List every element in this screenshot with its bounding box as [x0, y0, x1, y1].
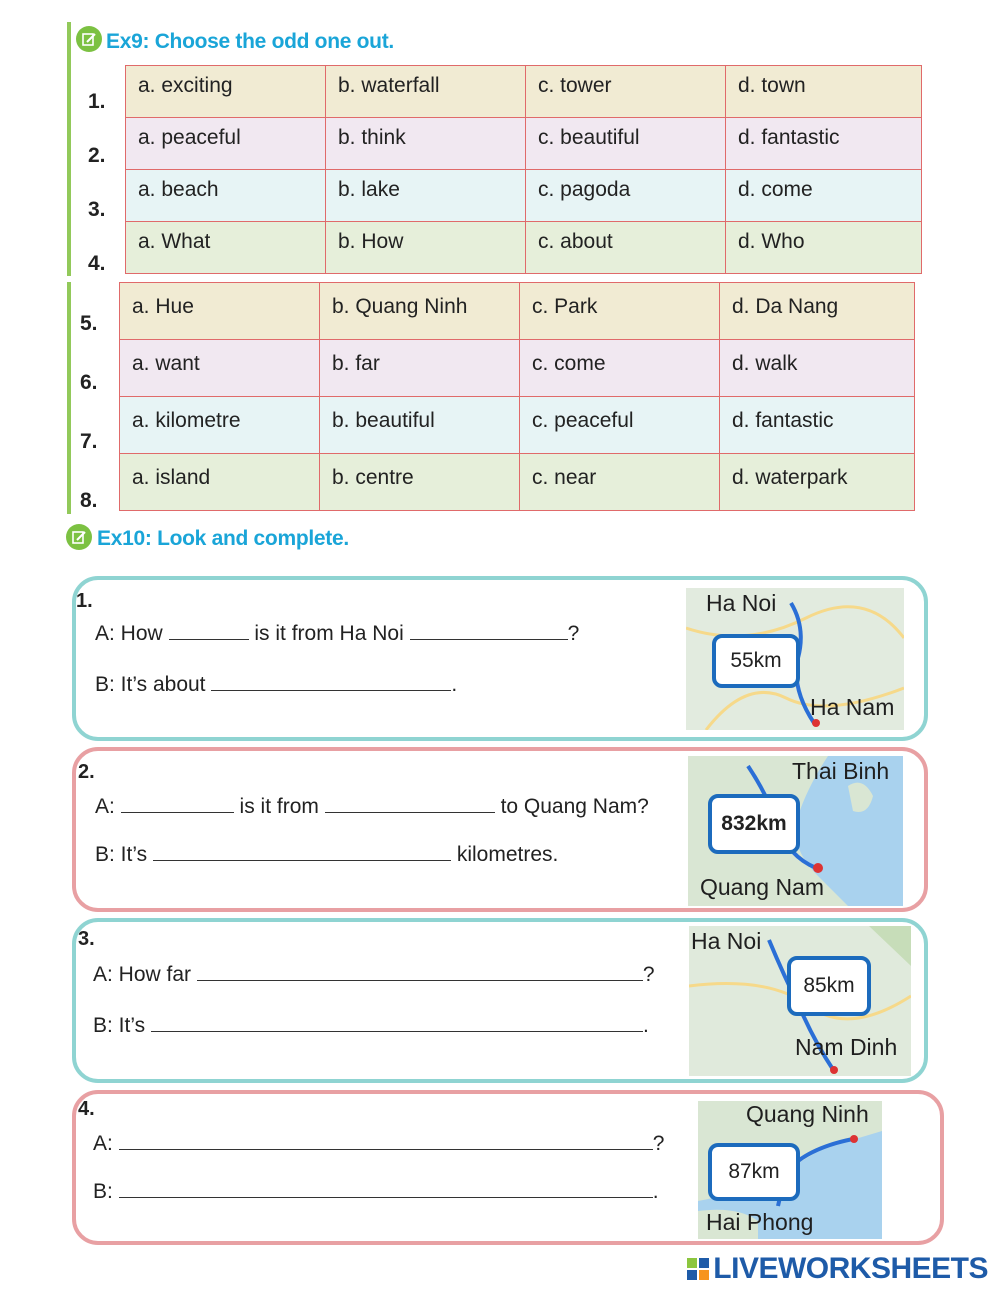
- answer-blank[interactable]: [211, 672, 451, 691]
- ex9-left-bar-2: [67, 282, 71, 514]
- option-c[interactable]: c. tower: [526, 66, 726, 118]
- option-c[interactable]: c. come: [520, 340, 720, 397]
- pencil-note-icon: [66, 524, 92, 550]
- option-d[interactable]: d. fantastic: [720, 397, 915, 454]
- option-b[interactable]: b. far: [320, 340, 520, 397]
- answer-blank[interactable]: [119, 1179, 653, 1198]
- liveworksheets-logo: LIVEWORKSHEETS: [687, 1252, 988, 1286]
- origin-label: Thai Binh: [792, 758, 890, 784]
- option-d[interactable]: d. town: [726, 66, 922, 118]
- table-row: [120, 283, 915, 340]
- question-number: 5.: [80, 312, 98, 335]
- origin-label: Quang Ninh: [746, 1101, 869, 1127]
- route-map: [688, 756, 903, 906]
- question-number: 3.: [88, 198, 106, 221]
- odd-one-out-table-1: [125, 65, 922, 274]
- option-a[interactable]: a. island: [120, 454, 320, 511]
- option-a[interactable]: a. exciting: [126, 66, 326, 118]
- option-d[interactable]: d. Da Nang: [720, 283, 915, 340]
- question-number: 8.: [80, 489, 98, 512]
- table-row: [120, 454, 915, 511]
- option-c[interactable]: c. beautiful: [526, 118, 726, 170]
- ex9-title: Ex9: Choose the odd one out.: [106, 30, 394, 53]
- answer-blank[interactable]: [197, 962, 643, 981]
- answer-blank[interactable]: [121, 794, 234, 813]
- option-a[interactable]: a. want: [120, 340, 320, 397]
- question-number: 6.: [80, 371, 98, 394]
- item-number: 1.: [76, 590, 93, 612]
- ex10-title: Ex10: Look and complete.: [97, 527, 349, 550]
- table-row: [120, 340, 915, 397]
- pencil-note-icon: [76, 26, 102, 52]
- item-number: 4.: [78, 1098, 95, 1120]
- origin-label: Ha Noi: [691, 928, 762, 954]
- option-a[interactable]: a. kilometre: [120, 397, 320, 454]
- question-line-a: A: ?: [93, 1132, 665, 1155]
- question-line-b: B: It’s about .: [95, 673, 458, 696]
- answer-blank[interactable]: [119, 1131, 653, 1150]
- distance-badge: 55km: [712, 634, 800, 688]
- option-b[interactable]: b. beautiful: [320, 397, 520, 454]
- option-b[interactable]: b. centre: [320, 454, 520, 511]
- option-a[interactable]: a. beach: [126, 170, 326, 222]
- item-number: 3.: [78, 928, 95, 950]
- distance-badge: 87km: [708, 1143, 800, 1201]
- question-number: 4.: [88, 252, 106, 275]
- option-d[interactable]: d. waterpark: [720, 454, 915, 511]
- answer-blank[interactable]: [410, 621, 568, 640]
- route-map: [698, 1101, 882, 1239]
- option-b[interactable]: b. lake: [326, 170, 526, 222]
- destination-label: Nam Dinh: [795, 1034, 898, 1060]
- option-d[interactable]: d. Who: [726, 222, 922, 274]
- distance-badge: 85km: [787, 956, 871, 1016]
- logo-grid-icon: [687, 1258, 709, 1280]
- option-d[interactable]: d. come: [726, 170, 922, 222]
- question-line-a: A: How far ?: [93, 963, 655, 986]
- answer-blank[interactable]: [151, 1013, 643, 1032]
- option-b[interactable]: b. How: [326, 222, 526, 274]
- option-b[interactable]: b. waterfall: [326, 66, 526, 118]
- question-number: 1.: [88, 90, 106, 113]
- question-number: 2.: [88, 144, 106, 167]
- table-row: [120, 397, 915, 454]
- table-row: [126, 222, 922, 274]
- question-line-b: B: It’s .: [93, 1014, 649, 1037]
- option-a[interactable]: a. Hue: [120, 283, 320, 340]
- item-number: 2.: [78, 761, 95, 783]
- question-line-b: B: It’s kilometres.: [95, 843, 559, 866]
- origin-label: Ha Noi: [706, 590, 777, 616]
- option-c[interactable]: c. near: [520, 454, 720, 511]
- distance-badge: 832km: [708, 794, 800, 854]
- destination-label: Ha Nam: [810, 694, 895, 720]
- question-line-b: B: .: [93, 1180, 659, 1203]
- option-b[interactable]: b. Quang Ninh: [320, 283, 520, 340]
- option-c[interactable]: c. peaceful: [520, 397, 720, 454]
- option-d[interactable]: d. walk: [720, 340, 915, 397]
- question-line-a: A: How is it from Ha Noi ?: [95, 622, 580, 645]
- option-d[interactable]: d. fantastic: [726, 118, 922, 170]
- question-line-a: A: is it from to Quang Nam?: [95, 795, 649, 818]
- question-number: 7.: [80, 430, 98, 453]
- route-map: [689, 926, 911, 1076]
- destination-label: Quang Nam: [700, 874, 825, 900]
- option-b[interactable]: b. think: [326, 118, 526, 170]
- table-row: [126, 170, 922, 222]
- route-map: [686, 588, 904, 730]
- table-row: [126, 118, 922, 170]
- odd-one-out-table-2: [119, 282, 915, 511]
- option-a[interactable]: a. What: [126, 222, 326, 274]
- option-a[interactable]: a. peaceful: [126, 118, 326, 170]
- ex9-left-bar: [67, 22, 71, 276]
- option-c[interactable]: c. pagoda: [526, 170, 726, 222]
- option-c[interactable]: c. Park: [520, 283, 720, 340]
- table-row: [126, 66, 922, 118]
- answer-blank[interactable]: [325, 794, 495, 813]
- answer-blank[interactable]: [153, 842, 451, 861]
- answer-blank[interactable]: [169, 621, 249, 640]
- destination-label: Hai Phong: [706, 1209, 814, 1235]
- option-c[interactable]: c. about: [526, 222, 726, 274]
